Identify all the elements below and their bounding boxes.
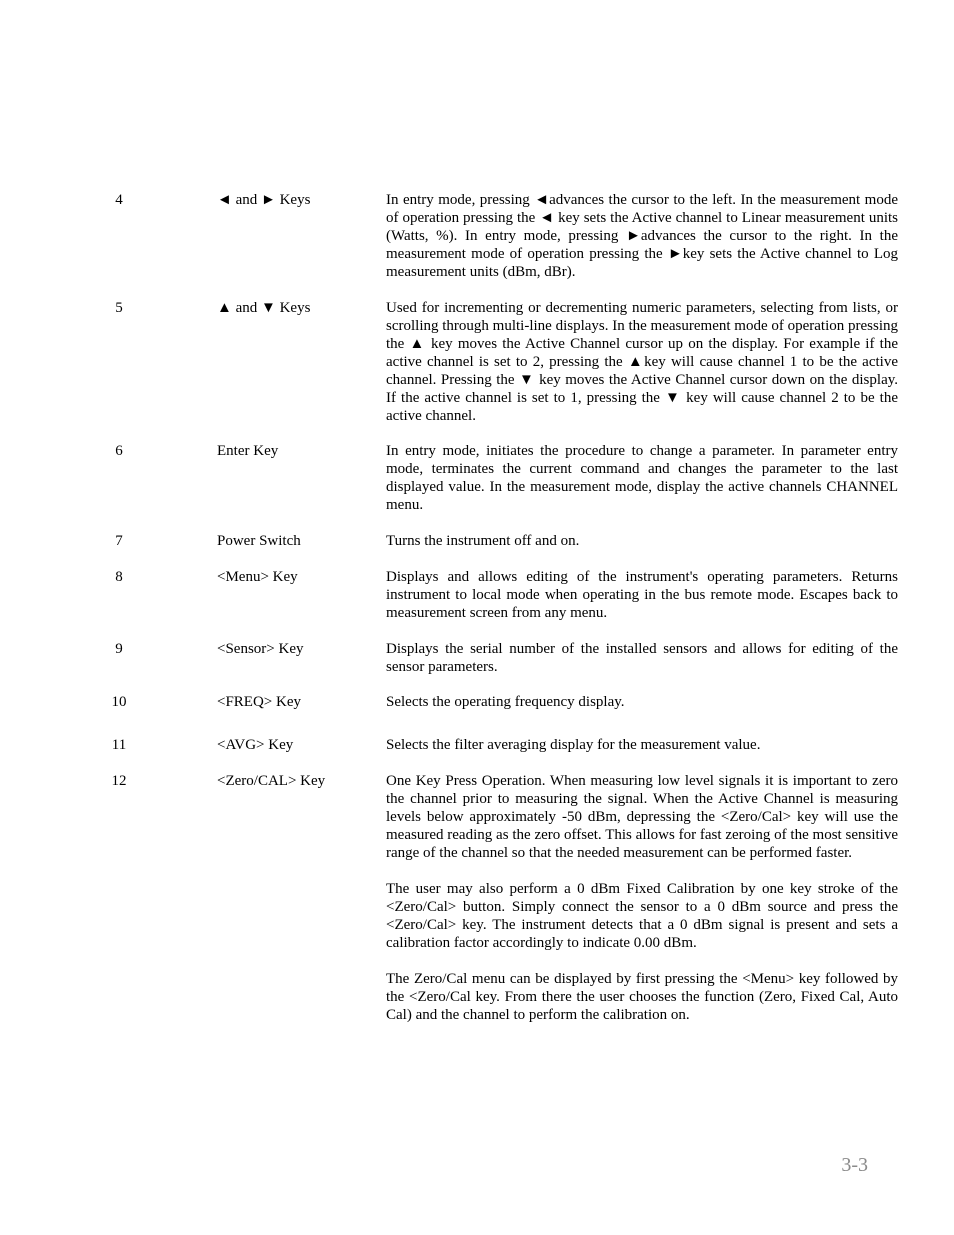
entry-description bbox=[386, 191, 898, 281]
entry-number: 5 bbox=[115, 300, 123, 316]
entry-description bbox=[386, 772, 898, 1024]
description-paragraph: Displays the serial number of the installed sensors and allows for editing of the sensor parameters. bbox=[386, 641, 898, 675]
entry-number: 9 bbox=[115, 641, 123, 657]
entry-number: 8 bbox=[115, 569, 123, 585]
entry-number: 11 bbox=[111, 737, 127, 753]
description-paragraph: In entry mode, initiates the procedure to change a parameter. In parameter entry mode, terminates the current command and changes the parameter to the last displayed value. In the measurement mode, display the active channels CHANNEL menu. bbox=[386, 443, 898, 513]
description-paragraph: Displays and allows editing of the instrument's operating parameters. Returns instrument to local mode when operating in the bus remote mode. Escapes back to measurement screen from any menu. bbox=[386, 569, 898, 621]
description-paragraph: In entry mode, pressing ◄advances the cursor to the left. In the measurement mode of operation pressing the ◄ key sets the Active channel to Linear measurement units (Watts, %). In entry mode, pressing ►advances the cursor to the right. In the measurement mode of operation pressing the ►key sets the Active channel to Log measurement units (dBm, dBr). bbox=[386, 192, 898, 280]
description-paragraph: Selects the operating frequency display. bbox=[386, 694, 625, 710]
entry-number: 7 bbox=[115, 533, 123, 549]
entry-description bbox=[386, 532, 898, 550]
entry-label: ◄ and ► Keys bbox=[217, 192, 311, 208]
entry-number: 12 bbox=[111, 773, 127, 789]
entry-description bbox=[386, 736, 898, 754]
entry-description bbox=[386, 299, 898, 425]
entry-label: <Sensor> Key bbox=[217, 641, 304, 657]
description-paragraph: Turns the instrument off and on. bbox=[386, 533, 580, 549]
entry-label: ▲ and ▼ Keys bbox=[217, 300, 311, 316]
entry-number: 10 bbox=[111, 694, 127, 710]
entry-description bbox=[386, 640, 898, 676]
entry-label: <FREQ> Key bbox=[217, 694, 302, 710]
entry-number: 6 bbox=[115, 443, 123, 459]
entry-number: 4 bbox=[115, 192, 123, 208]
entry-description bbox=[386, 568, 898, 622]
entry-description bbox=[386, 693, 898, 711]
entry-label: <AVG> Key bbox=[217, 737, 294, 753]
description-paragraph: Used for incrementing or decrementing numeric parameters, selecting from lists, or scrolling through multi-line displays. In the measurement mode of operation pressing the ▲ key moves the Active Channel cursor up on the display. For example if the active channel is set to 2, pressing the ▲key will cause channel 1 to be the active channel. Pressing the ▼ key moves the Active Channel cursor down on the display. If the active channel is set to 1, pressing the ▼ key will cause channel 2 to be the active channel. bbox=[386, 300, 898, 424]
description-paragraph: Selects the filter averaging display for the measurement value. bbox=[386, 737, 761, 753]
description-paragraph: The user may also perform a 0 dBm Fixed Calibration by one key stroke of the <Zero/Cal> button. Simply connect the sensor to a 0 dBm source and press the <Zero/Cal> key. The instrument detects that a 0 dBm signal is present and sets a calibration factor accordingly to indicate 0.00 dBm. bbox=[386, 881, 898, 951]
entry-label: <Menu> Key bbox=[217, 569, 298, 585]
description-paragraph: The Zero/Cal menu can be displayed by first pressing the <Menu> key followed by the <Zero/Cal key. From there the user chooses the function (Zero, Fixed Cal, Auto Cal) and the channel to perform the calibration on. bbox=[386, 971, 898, 1023]
description-paragraph: One Key Press Operation. When measuring low level signals it is important to zero the channel prior to measuring the signal. When the Active Channel is measuring levels below approximately -50 dBm, depressing the <Zero/Cal> key will use the measured reading as the zero offset. This allows for fast zeroing of the most sensitive range of the channel so that the needed measurement can be performed faster. bbox=[386, 773, 898, 861]
entry-description bbox=[386, 442, 898, 514]
entry-label: Power Switch bbox=[217, 533, 301, 549]
page-number: 3-3 bbox=[841, 1154, 868, 1176]
entry-label: Enter Key bbox=[217, 443, 279, 459]
entry-label: <Zero/CAL> Key bbox=[217, 773, 326, 789]
